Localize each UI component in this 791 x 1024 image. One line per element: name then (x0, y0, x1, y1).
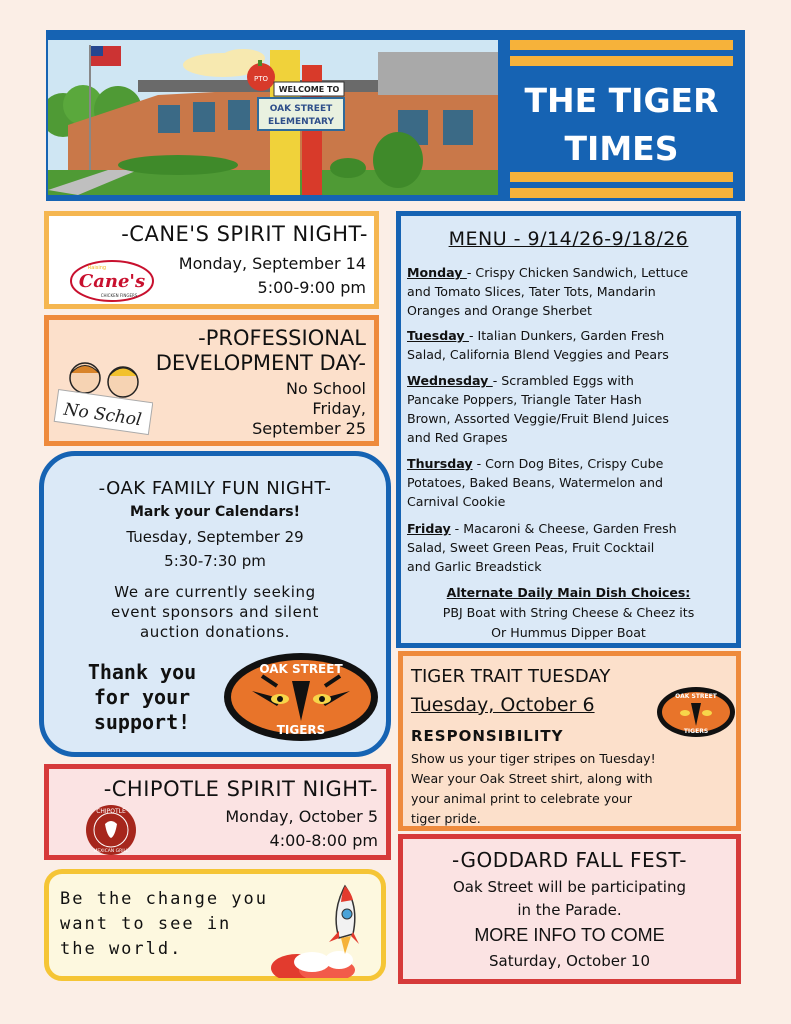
trait-name: RESPONSIBILITY (411, 727, 564, 745)
fun-night-heading: -OAK FAMILY FUN NIGHT- (98, 478, 332, 499)
menu-alternate-line2: Or Hummus Dipper Boat (491, 625, 646, 640)
trait-text-line: your animal print to celebrate your (411, 791, 633, 806)
chipotle-logo-top: CHIPOTLE (96, 808, 126, 815)
canes-time: 5:00-9:00 pm (257, 278, 366, 297)
chipotle-logo (85, 804, 137, 856)
thank-you-line2: for your (93, 685, 191, 709)
canes-logo-small-top: Raising (87, 265, 107, 271)
school-building-illustration (48, 40, 498, 195)
canes-logo-text: Cane's (78, 271, 146, 292)
menu-item-text: and Tomato Slices, Tater Tots, Mandarin (407, 284, 656, 299)
menu-day-friday (407, 519, 737, 576)
lunch-menu-box (396, 211, 741, 648)
menu-item-text: and Red Grapes (407, 430, 508, 445)
no-school-clipart (53, 358, 153, 438)
trait-text-line: tiger pride. (411, 811, 481, 826)
small-logo-bottom-text: TIGERS (683, 728, 709, 735)
menu-item-text: Salad, Sweet Green Peas, Fruit Cocktail (407, 540, 655, 555)
canes-spirit-night-box (44, 211, 379, 309)
apple-pto-text: PTO (253, 75, 269, 83)
thank-you-text (62, 660, 222, 735)
pd-weekday: Friday, (312, 399, 366, 418)
trait-heading: TIGER TRAIT TUESDAY (411, 666, 611, 687)
quote-line2: want to see in (60, 914, 232, 934)
chipotle-heading: -CHIPOTLE SPIRIT NIGHT- (103, 777, 378, 801)
fall-fest-more-info: MORE INFO TO COME (474, 925, 665, 945)
menu-day-monday (407, 263, 737, 320)
menu-day-thursday (407, 454, 737, 511)
menu-day-label: Monday (407, 265, 467, 280)
fun-night-time: 5:30-7:30 pm (164, 552, 266, 570)
menu-item-text: Potatoes, Baked Beans, Watermelon and (407, 475, 663, 490)
fun-night-para-line2: event sponsors and silent (110, 603, 319, 621)
fall-fest-line1: Oak Street will be participating (453, 878, 686, 896)
pd-heading-line2: DEVELOPMENT DAY- (155, 351, 366, 375)
menu-item-text: - Corn Dog Bites, Crispy Cube (472, 456, 664, 471)
no-school-clipart-text: No Schol (62, 399, 143, 431)
trait-date: Tuesday, October 6 (411, 694, 595, 716)
trait-text-line: Show us your tiger stripes on Tuesday! (411, 751, 656, 766)
fall-fest-date: Saturday, October 10 (488, 952, 650, 970)
menu-item-text: Carnival Cookie (407, 494, 506, 509)
menu-day-label: Tuesday (407, 328, 469, 343)
menu-day-label: Wednesday (407, 373, 493, 388)
small-logo-top-text: OAK STREET (675, 693, 717, 700)
header-stripe (510, 40, 733, 50)
menu-item-text: Oranges and Orange Sherbet (407, 303, 592, 318)
fun-night-para-line1: We are currently seeking (114, 583, 316, 601)
fall-fest-heading: -GODDARD FALL FEST- (452, 848, 687, 872)
sign-school-name-line1: OAK STREET (269, 104, 333, 114)
goddard-fall-fest-box (398, 834, 741, 984)
menu-item-text: and Garlic Breadstick (407, 559, 542, 574)
menu-alternate-heading: Alternate Daily Main Dish Choices: (446, 585, 691, 600)
menu-item-text: - Macaroni & Cheese, Garden Fresh (450, 521, 677, 536)
fall-fest-line2: in the Parade. (517, 901, 622, 919)
sign-welcome-text: WELCOME TO (278, 85, 340, 94)
quote-box (44, 869, 386, 981)
rocket-icon (267, 876, 383, 978)
canes-logo-small-bottom: CHICKEN FINGERS (100, 293, 138, 298)
tiger-trait-tuesday-box (398, 651, 741, 831)
pd-date: September 25 (252, 419, 366, 438)
header-stripe (510, 188, 733, 198)
title-line-2: TIMES (564, 129, 679, 168)
header-stripe (510, 172, 733, 182)
menu-item-text: Salad, California Blend Veggies and Pears (407, 347, 669, 362)
menu-alternate-line1: PBJ Boat with String Cheese & Cheez its (442, 605, 695, 620)
menu-item-text: Pancake Poppers, Triangle Tater Hash (407, 392, 642, 407)
fun-night-date: Tuesday, September 29 (126, 528, 304, 546)
title-line-1: THE TIGER (524, 81, 719, 120)
oak-street-tigers-small-logo (656, 686, 736, 738)
sign-school-name-line2: ELEMENTARY (267, 117, 335, 127)
oak-street-tigers-logo (222, 651, 380, 743)
menu-day-wednesday (407, 371, 737, 447)
family-fun-night-box (39, 451, 391, 757)
thank-you-line1: Thank you (87, 660, 197, 684)
quote-line3: the world. (60, 939, 183, 959)
menu-item-text: - Italian Dunkers, Garden Fresh (468, 328, 665, 343)
menu-item-text: - Crispy Chicken Sandwich, Lettuce (466, 265, 689, 280)
quote-line1: Be the change you (60, 889, 268, 909)
professional-development-box (44, 315, 379, 446)
thank-you-line3: support! (93, 710, 191, 734)
menu-heading: MENU - 9/14/26-9/18/26 (448, 228, 689, 250)
newsletter-title (510, 77, 733, 173)
menu-item-text: - Scrambled Eggs with (492, 373, 634, 388)
fun-night-para-line3: auction donations. (140, 623, 290, 641)
menu-day-tuesday (407, 326, 737, 364)
canes-heading: -CANE'S SPIRIT NIGHT- (121, 222, 368, 246)
canes-date: Monday, September 14 (178, 254, 366, 273)
canes-logo (69, 258, 155, 304)
pd-no-school: No School (286, 379, 366, 398)
tiger-logo-top-text: OAK STREET (259, 662, 343, 676)
header-stripe (510, 56, 733, 66)
menu-day-label: Thursday (407, 456, 473, 471)
chipotle-date: Monday, October 5 (225, 807, 378, 826)
chipotle-spirit-night-box (44, 764, 391, 860)
menu-item-text: Brown, Assorted Veggie/Fruit Blend Juices (407, 411, 669, 426)
chipotle-logo-bottom: MEXICAN GRILL (93, 849, 129, 854)
chipotle-time: 4:00-8:00 pm (269, 831, 378, 850)
tiger-logo-bottom-text: TIGERS (276, 723, 326, 737)
menu-day-label: Friday (407, 521, 451, 536)
fun-night-subheading: Mark your Calendars! (129, 504, 301, 520)
trait-text-line: Wear your Oak Street shirt, along with (411, 771, 653, 786)
pd-heading-line1: -PROFESSIONAL (198, 326, 366, 350)
